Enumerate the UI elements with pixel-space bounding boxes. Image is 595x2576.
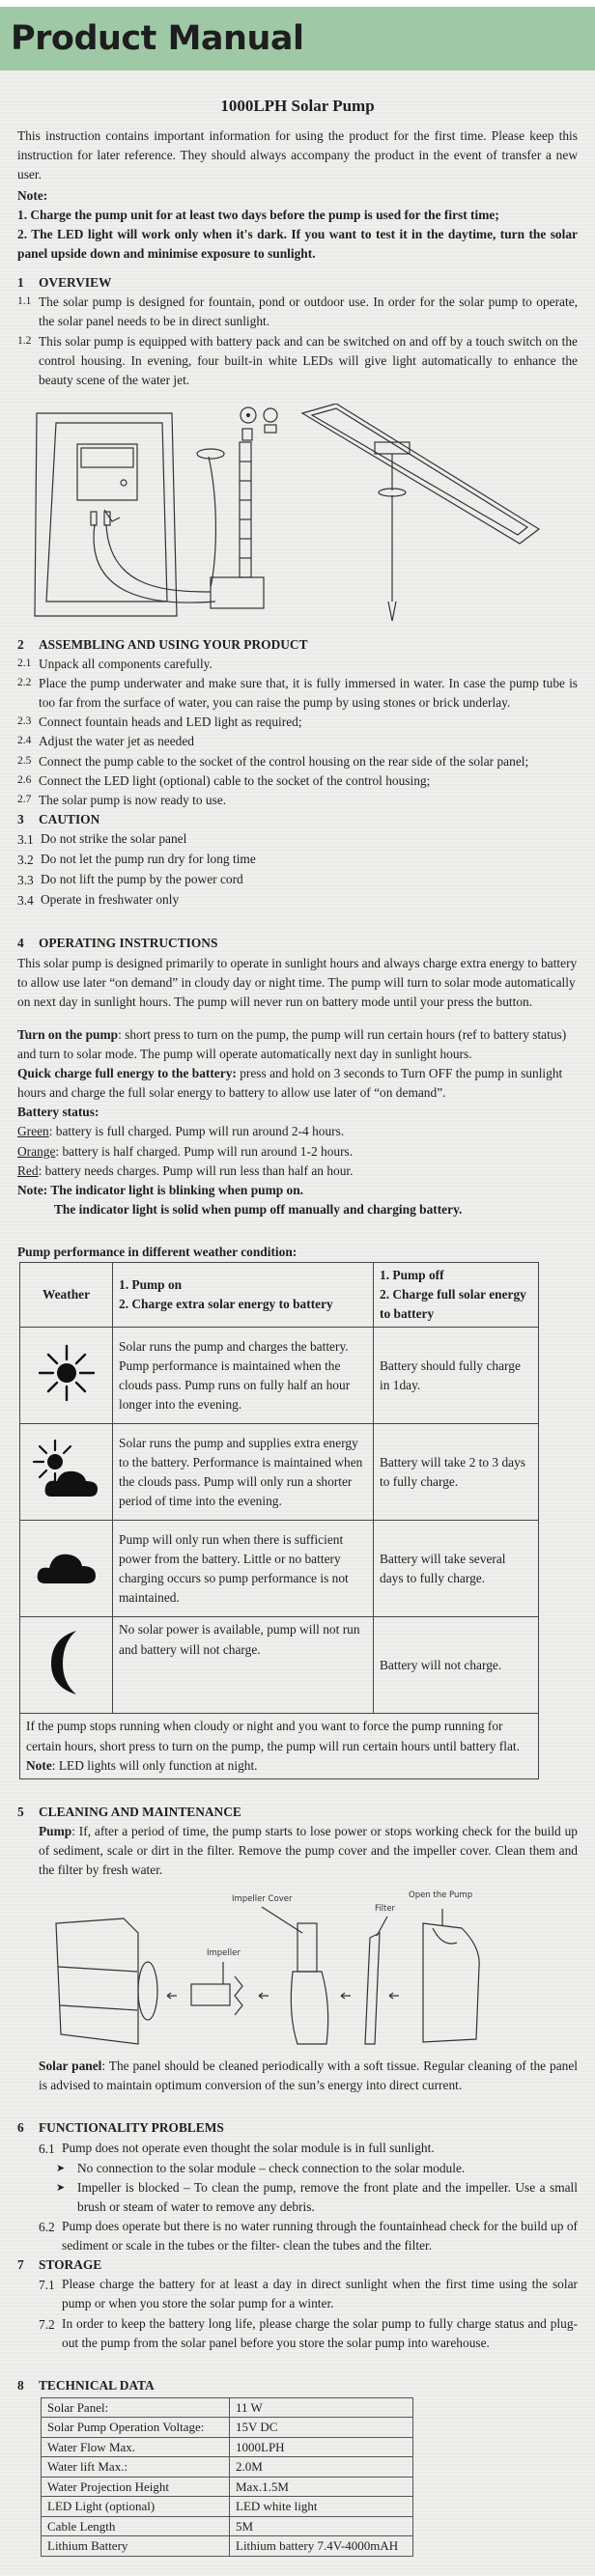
filter-label: Filter — [375, 1904, 396, 1915]
item-text: This solar pump is equipped with battery pack and can be switched on and off by a touch switch on the control housing. In evening, four built-in white LEDs will give light automatically to enhance the beauty scene of the water jet. — [39, 333, 578, 387]
item-text: Do not lift the pump by the power cord — [41, 872, 243, 887]
spec-value: Lithium battery 7.4V-4000mAH — [230, 2536, 413, 2557]
section-title: CAUTION — [39, 811, 100, 826]
pump-on-cell: Pump will only run when there is sufficient power from the battery. Little or no battery charging occurs so pump performance is not maintained. — [113, 1521, 374, 1617]
item-number: 2.5 — [17, 754, 32, 767]
status-color-label: Red — [17, 1162, 39, 1178]
pump-housing — [56, 1918, 157, 2044]
pump-off-cell: Battery will not charge. — [374, 1617, 539, 1714]
storage-item — [39, 2275, 578, 2313]
quick-charge-paragraph — [17, 1064, 578, 1103]
label-leader — [377, 1917, 387, 1936]
table-row — [42, 2477, 413, 2497]
intro-paragraph: This instruction contains important information for using the product for the first time. Please keep this instruction for later reference. They should always accompany the product in the event of transfer a new user. — [17, 127, 578, 182]
pump-on-cell: Solar runs the pump and charges the battery. Pump performance is maintained when the clouds pass. Pump runs on fully half an hour longer into the evening. — [113, 1328, 374, 1424]
item-number: 6.1 — [39, 2141, 55, 2156]
caution-item — [17, 890, 578, 910]
item-number: 7.1 — [39, 2278, 55, 2293]
operating-intro: This solar pump is designed primarily to operate in sunlight hours and always charge extra energy to battery to allow use later “on demand” in cloudy day or night time. The pump will turn to solar mode automatically on next day in sunlight hours. The pump will never run on battery mode until your press the button. — [17, 955, 578, 1009]
pump-on-cell: No solar power is available, pump will not run and battery will not charge. — [113, 1617, 374, 1714]
item-number: 3.3 — [17, 873, 34, 888]
item-text: Connect fountain heads and LED light as required; — [39, 714, 302, 730]
item-text: Connect the LED light (optional) cable to the socket of the control housing; — [39, 772, 431, 788]
spec-label: Solar Panel: — [42, 2397, 230, 2418]
item-text: Please charge the battery for at least a day in direct sunlight when the first time using the solar pump or when you store the solar pump for a winter. — [62, 2277, 578, 2311]
battery-status-orange — [17, 1142, 578, 1162]
pump-off-cell: Battery should fully charge in 1day. — [374, 1328, 539, 1424]
solar-panel-cleaning-paragraph — [17, 2057, 578, 2095]
item-text: Pump does not operate even thought the solar module is in full sunlight. — [62, 2140, 435, 2155]
cable — [106, 524, 211, 592]
header-line: 1. Pump off — [380, 1268, 444, 1283]
sun-cloud-icon — [30, 1439, 103, 1500]
table-row — [42, 2497, 413, 2517]
status-text: : battery needs charges. Pump will run less than half an hour. — [38, 1162, 354, 1178]
pump-parts-drawing — [17, 1890, 578, 2049]
table-row — [20, 1424, 539, 1521]
note-heading: Note: — [17, 187, 48, 203]
section-assembling-heading — [17, 635, 578, 655]
section-number: 8 — [17, 2377, 24, 2393]
caution-item — [17, 870, 578, 890]
panel-label: Solar panel — [39, 2058, 102, 2074]
section-number: 2 — [17, 636, 24, 652]
weather-header: Weather — [20, 1263, 113, 1328]
pump-label: Pump — [39, 1823, 72, 1838]
manual-page — [0, 70, 595, 2576]
item-text: Operate in freshwater only — [41, 892, 180, 908]
table-row — [42, 2437, 413, 2457]
force-run-text: If the pump stops running when cloudy or night and you want to force the pump running for certain hours, short press to turn on the pump, the pump will run certain hours until battery flat. — [26, 1719, 520, 1753]
assembling-item — [17, 655, 578, 674]
sun-icon — [38, 1344, 96, 1402]
led-light — [197, 449, 224, 459]
solar-pump-kit-drawing — [17, 404, 578, 626]
weather-cell — [20, 1328, 113, 1424]
fountain-tube — [240, 407, 277, 577]
table-row — [42, 2536, 413, 2557]
cable — [94, 524, 215, 602]
section-caution-heading — [17, 810, 578, 829]
item-text: Do not strike the solar panel — [41, 831, 187, 847]
section-number: 7 — [17, 2257, 24, 2273]
table-footer-cell — [20, 1714, 539, 1778]
section-number: 6 — [17, 2120, 24, 2136]
spec-label: Cable Length — [42, 2516, 230, 2536]
item-text: Do not let the pump run dry for long time — [41, 852, 256, 867]
pump-cleaning-paragraph — [17, 1822, 578, 1880]
item-number: 3.4 — [17, 893, 34, 909]
arrow-icon — [341, 1993, 351, 1999]
product-illustration — [17, 404, 578, 626]
weather-performance-table — [19, 1262, 539, 1779]
status-text: : battery is half charged. Pump will run around 1-2 hours. — [55, 1143, 354, 1159]
pump-front-cover — [423, 1923, 479, 2042]
document-title: 1000LPH Solar Pump — [220, 97, 375, 115]
turn-on-paragraph — [17, 1025, 578, 1064]
impeller-cover-label: Impeller Cover — [232, 1894, 293, 1905]
header-line: 2. Charge extra solar energy to battery — [119, 1297, 333, 1312]
item-number: 6.2 — [39, 2219, 55, 2234]
spec-label: LED Light (optional) — [42, 2497, 230, 2517]
section-title: OPERATING INSTRUCTIONS — [39, 936, 218, 951]
item-number: 2.1 — [17, 658, 32, 670]
overview-item — [17, 293, 578, 331]
spec-value: LED white light — [230, 2497, 413, 2517]
panel-text: : The panel should be cleaned periodically with a soft tissue. Regular cleaning of the panel is advised to maintain optimum conversion of the sun’s energy into direct current. — [39, 2058, 578, 2093]
note-text: : LED lights will only function at night. — [51, 1757, 258, 1773]
section-title: ASSEMBLING AND USING YOUR PRODUCT — [39, 636, 308, 652]
section-number: 5 — [17, 1804, 24, 1819]
pump-on-header — [113, 1263, 374, 1328]
spec-value: Max.1.5M — [230, 2477, 413, 2497]
weather-cell — [20, 1424, 113, 1521]
arrow-icon — [389, 1993, 399, 1999]
arrow-icon — [259, 1993, 269, 1999]
item-text: The solar pump is now ready to use. — [39, 792, 227, 807]
item-number: 3.2 — [17, 853, 34, 868]
battery-status-heading: Battery status: — [17, 1105, 99, 1120]
arrow-icon — [167, 1993, 177, 1999]
performance-caption: Pump performance in different weather condition: — [17, 1244, 298, 1259]
header-line: 2. Charge full solar energy to battery — [380, 1287, 526, 1322]
turn-on-text: : short press to turn on the pump, the pump will run certain hours (ref to battery status) and turn to solar mode. The pump will operate automatically next day in sunlight hours. — [17, 1026, 567, 1061]
table-row — [20, 1617, 539, 1714]
table-row — [42, 2418, 413, 2438]
item-text: Connect the pump cable to the socket of the control housing on the rear side of the solar panel; — [39, 753, 529, 769]
open-pump-label: Open the Pump — [409, 1890, 473, 1901]
status-color-label: Green — [17, 1124, 49, 1139]
item-number: 2.2 — [17, 677, 32, 689]
spec-value: 15V DC — [230, 2418, 413, 2438]
led-note — [26, 1756, 532, 1776]
caution-item — [17, 829, 578, 850]
pump-body — [211, 577, 264, 608]
section-functionality-heading — [17, 2118, 578, 2138]
table-row — [20, 1521, 539, 1617]
section-cleaning-heading — [17, 1803, 578, 1822]
technical-data-table — [41, 2397, 413, 2557]
item-text: Pump does operate but there is no water running through the fountainhead check for the build up of sediment or scale in the tubes or the filter- clean the tubes and the filter. — [62, 2218, 578, 2254]
section-storage-heading — [17, 2255, 578, 2275]
table-row — [42, 2397, 413, 2418]
overview-item — [17, 332, 578, 390]
table-row — [20, 1328, 539, 1424]
connector — [91, 512, 97, 525]
label-leader — [262, 1907, 302, 1933]
spec-value: 2.0M — [230, 2457, 413, 2478]
pump-text: : If, after a period of time, the pump starts to lose power or stops working check for the build up of sediment, scale or dirt in the filter. Remove the pump cover and the impeller cover. Clean them and the filter by fresh water. — [39, 1823, 578, 1878]
bullet-item — [17, 2178, 578, 2217]
assembling-item — [17, 732, 578, 751]
note-item-1: 1. Charge the pump unit for at least two days before the pump is used for the first time; — [17, 207, 499, 222]
spec-label: Water Flow Max. — [42, 2437, 230, 2457]
pump-exploded-diagram — [17, 1890, 578, 2049]
quick-charge-label: Quick charge full energy to the battery: — [17, 1066, 237, 1081]
table-footer-row — [20, 1714, 539, 1778]
manual-header — [0, 7, 595, 70]
header-line: 1. Pump on — [119, 1277, 183, 1293]
caution-item — [17, 850, 578, 870]
bullet-text: Impeller is blocked – To clean the pump, remove the front plate and the impeller. Use a small brush or steam of water to remove any debris. — [77, 2179, 578, 2214]
assembling-item — [17, 752, 578, 771]
solar-panel-rear — [35, 413, 177, 616]
cloud-icon — [36, 1547, 98, 1585]
assembling-item — [17, 771, 578, 791]
item-text: Place the pump underwater and make sure that, it is fully immersed in water. In case the pump tube is too far from the surface of water, you can raise the pump by using stones or brick underlay. — [39, 676, 578, 711]
battery-status-green — [17, 1122, 578, 1141]
impeller — [191, 1976, 242, 2015]
functionality-item — [39, 2217, 578, 2255]
item-number: 2.6 — [17, 773, 32, 786]
item-text: The solar pump is designed for fountain, pond or outdoor use. In order for the solar pump to operate, the solar panel needs to be in direct sunlight. — [39, 294, 578, 329]
section-title: OVERVIEW — [39, 275, 112, 291]
manual-title: Product Manual — [11, 18, 304, 58]
spec-value: 1000LPH — [230, 2437, 413, 2457]
item-text: In order to keep the battery long life, please charge the solar pump to fully charge status and plug-out the pump from the solar panel before you store the solar pump into warehouse. — [62, 2315, 578, 2350]
spec-label: Water Projection Height — [42, 2477, 230, 2497]
status-color-label: Orange — [17, 1143, 56, 1159]
spec-value: 11 W — [230, 2397, 413, 2418]
section-title: FUNCTIONALITY PROBLEMS — [39, 2120, 224, 2136]
item-text: Unpack all components carefully. — [39, 657, 212, 672]
pump-off-cell: Battery will take several days to fully charge. — [374, 1521, 539, 1617]
spec-value: 5M — [230, 2516, 413, 2536]
storage-item — [39, 2314, 578, 2353]
item-text: Adjust the water jet as needed — [39, 734, 195, 749]
indicator-note-1: Note: The indicator light is blinking when pump on. — [17, 1182, 304, 1197]
battery-status-red — [17, 1162, 578, 1181]
filter — [365, 1933, 380, 2044]
section-title: TECHNICAL DATA — [39, 2377, 155, 2393]
note-label: Note — [26, 1757, 52, 1773]
note-item-2: 2. The LED light will work only when it's dark. If you want to test it in the daytime, turn the solar panel upside down and minimise exposure to sunlight. — [17, 227, 578, 262]
section-number: 3 — [17, 811, 24, 826]
weather-cell — [20, 1617, 113, 1714]
pump-off-header — [374, 1263, 539, 1328]
arrow-bullet-icon: ➤ — [56, 2181, 66, 2194]
bullet-item — [17, 2159, 578, 2178]
solar-panel-front — [302, 404, 539, 621]
section-technical-heading — [17, 2376, 578, 2395]
section-overview-heading — [17, 273, 578, 293]
section-number: 4 — [17, 936, 24, 951]
arrow-bullet-icon: ➤ — [56, 2162, 66, 2174]
led-cable — [209, 457, 215, 587]
spec-label: Lithium Battery — [42, 2536, 230, 2557]
assembling-item — [17, 791, 578, 810]
assembling-item — [17, 674, 578, 713]
section-operating-heading — [17, 934, 578, 953]
spec-label: Water lift Max.: — [42, 2457, 230, 2478]
indicator-note-2: The indicator light is solid when pump off manually and charging battery. — [54, 1201, 463, 1217]
item-number: 3.1 — [17, 832, 34, 848]
bullet-text: No connection to the solar module – check connection to the solar module. — [77, 2160, 466, 2175]
section-title: STORAGE — [39, 2257, 102, 2273]
item-number: 2.4 — [17, 735, 32, 747]
table-row — [42, 2457, 413, 2478]
section-number: 1 — [17, 275, 24, 291]
impeller-label: Impeller — [207, 1948, 241, 1959]
item-number: 7.2 — [39, 2316, 55, 2332]
assembling-item — [17, 713, 578, 732]
item-number: 1.1 — [17, 295, 32, 308]
table-header-row — [20, 1263, 539, 1328]
quick-charge-text: press and hold on 3 seconds to Turn OFF the pump in sunlight hours and charge the full solar energy to battery to allow use later of “on demand”. — [17, 1066, 563, 1101]
item-number: 2.7 — [17, 793, 32, 805]
status-text: : battery is full charged. Pump will run around 2-4 hours. — [48, 1124, 345, 1139]
table-row — [42, 2516, 413, 2536]
functionality-item — [39, 2139, 578, 2159]
pump-off-cell: Battery will take 2 to 3 days to fully charge. — [374, 1424, 539, 1521]
item-number: 2.3 — [17, 715, 32, 728]
section-title: CLEANING AND MAINTENANCE — [39, 1804, 241, 1819]
moon-icon — [47, 1629, 86, 1696]
item-number: 1.2 — [17, 334, 32, 347]
pump-on-cell: Solar runs the pump and supplies extra energy to the battery. Performance is maintained when the clouds pass. Pump will only run a shorter period of time into the evening. — [113, 1424, 374, 1521]
weather-cell — [20, 1521, 113, 1617]
turn-on-label: Turn on the pump — [17, 1026, 119, 1042]
spec-label: Solar Pump Operation Voltage: — [42, 2418, 230, 2438]
impeller-cover — [291, 1923, 327, 2044]
